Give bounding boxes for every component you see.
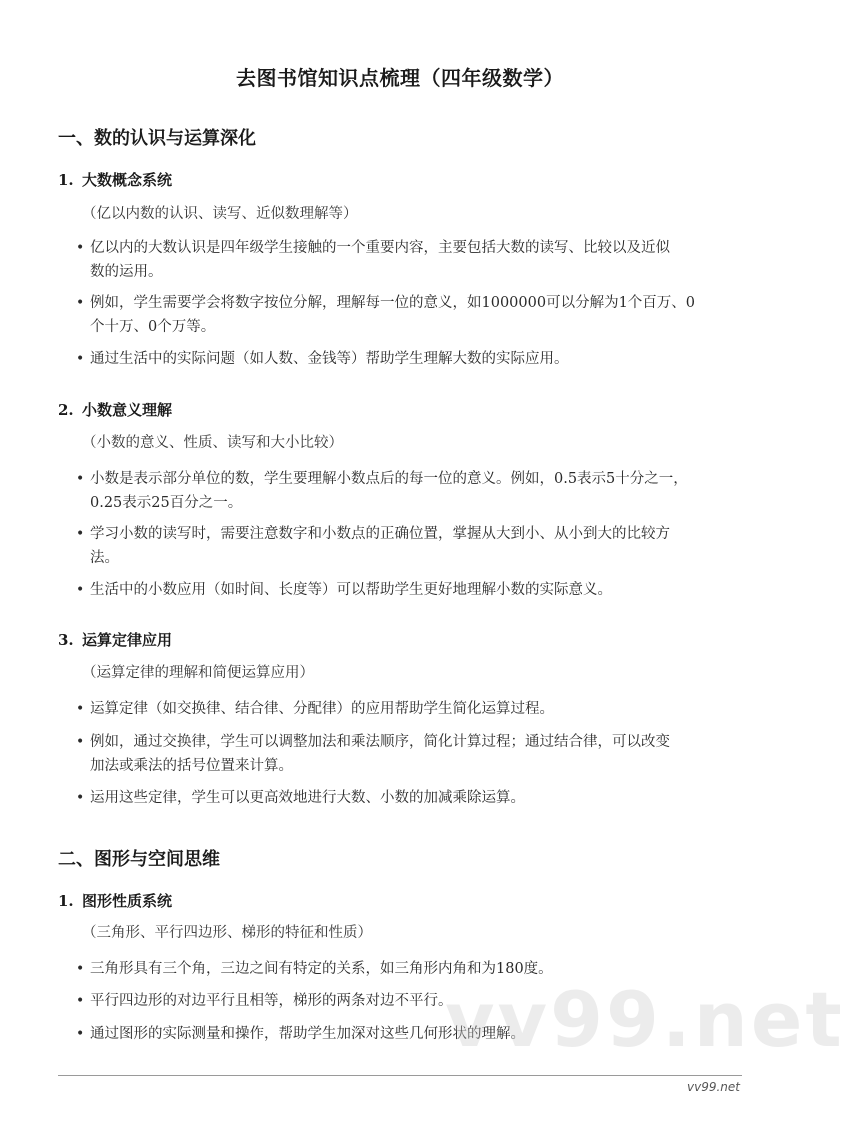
bullet-dot-icon: • xyxy=(76,701,85,717)
bullet-dot-icon: • xyxy=(76,471,85,487)
bullet-dot-icon: • xyxy=(76,790,85,806)
bullet-line: 学习小数的读写时，需要注意数字和小数点的正确位置，掌握从大到小、从小到大的比较方 xyxy=(90,526,670,542)
subsection-title: 大数概念系统 xyxy=(82,171,173,189)
bullet-dot-icon: • xyxy=(76,526,85,542)
subsection-heading xyxy=(58,169,172,190)
subsection-number: 1. xyxy=(58,892,74,910)
footer-divider xyxy=(58,1075,742,1076)
bullet-dot-icon: • xyxy=(76,351,85,367)
subsection-number: 3. xyxy=(58,631,74,649)
subsection-number: 1. xyxy=(58,171,74,189)
bullet-dot-icon: • xyxy=(76,993,85,1009)
subsection-heading xyxy=(58,399,172,420)
bullet-item xyxy=(76,730,750,778)
subsection-heading xyxy=(58,890,172,911)
bullet-line: 小数是表示部分单位的数，学生要理解小数点后的每一位的意义。例如，0.5表示5十分之一， xyxy=(90,471,688,487)
bullet-dot-icon: • xyxy=(76,240,85,256)
bullet-dot-icon: • xyxy=(76,961,85,977)
subsection-heading xyxy=(58,629,172,650)
bullet-dot-icon: • xyxy=(76,295,85,311)
bullet-item xyxy=(76,697,750,721)
subsection-title: 运算定律应用 xyxy=(82,631,173,649)
bullet-item xyxy=(76,347,750,371)
bullet-line: 例如，通过交换律，学生可以调整加法和乘法顺序，简化计算过程；通过结合律，可以改变 xyxy=(90,734,670,750)
page-title: 去图书馆知识点梳理（四年级数学） xyxy=(236,66,564,90)
bullet-item xyxy=(76,236,750,284)
bullet-line: 三角形具有三个角，三边之间有特定的关系，如三角形内角和为180度。 xyxy=(90,961,553,977)
subsection-note: （三角形、平行四边形、梯形的特征和性质） xyxy=(82,925,372,941)
footer-site-label: vv99.net xyxy=(687,1080,740,1094)
subsection-title: 小数意义理解 xyxy=(82,401,173,419)
bullet-line: 例如，学生需要学会将数字按位分解，理解每一位的意义，如1000000可以分解为1个百万、0 xyxy=(90,295,696,311)
subsection-note: （运算定律的理解和简便运算应用） xyxy=(82,665,314,681)
bullet-item xyxy=(76,578,750,602)
bullet-item xyxy=(76,291,750,339)
bullet-item xyxy=(76,522,750,570)
bullet-dot-icon: • xyxy=(76,1026,85,1042)
bullet-line: 运用这些定律，学生可以更高效地进行大数、小数的加减乘除运算。 xyxy=(90,790,525,806)
subsection-number: 2. xyxy=(58,401,74,419)
bullet-line: 数的运用。 xyxy=(90,264,163,280)
bullet-dot-icon: • xyxy=(76,582,85,598)
bullet-item xyxy=(76,786,750,810)
bullet-line: 通过图形的实际测量和操作，帮助学生加深对这些几何形状的理解。 xyxy=(90,1026,525,1042)
bullet-line: 加法或乘法的括号位置来计算。 xyxy=(90,758,293,774)
subsection-title: 图形性质系统 xyxy=(82,892,173,910)
bullet-line: 法。 xyxy=(90,550,119,566)
bullet-line: 生活中的小数应用（如时间、长度等）可以帮助学生更好地理解小数的实际意义。 xyxy=(90,582,612,598)
bullet-line: 平行四边形的对边平行且相等，梯形的两条对边不平行。 xyxy=(90,993,453,1009)
bullet-dot-icon: • xyxy=(76,734,85,750)
bullet-line: 亿以内的大数认识是四年级学生接触的一个重要内容，主要包括大数的读写、比较以及近似 xyxy=(90,240,670,256)
bullet-line: 0.25表示25百分之一。 xyxy=(90,495,243,511)
section-heading: 一、数的认识与运算深化 xyxy=(58,128,256,149)
watermark-text: vv99.net xyxy=(445,975,845,1064)
bullet-item xyxy=(76,467,750,515)
subsection-note: （亿以内数的认识、读写、近似数理解等） xyxy=(82,206,358,222)
bullet-line: 个十万、0个万等。 xyxy=(90,319,216,335)
subsection-note: （小数的意义、性质、读写和大小比较） xyxy=(82,435,343,451)
bullet-line: 运算定律（如交换律、结合律、分配律）的应用帮助学生简化运算过程。 xyxy=(90,701,554,717)
bullet-line: 通过生活中的实际问题（如人数、金钱等）帮助学生理解大数的实际应用。 xyxy=(90,351,569,367)
section-heading: 二、图形与空间思维 xyxy=(58,849,220,870)
